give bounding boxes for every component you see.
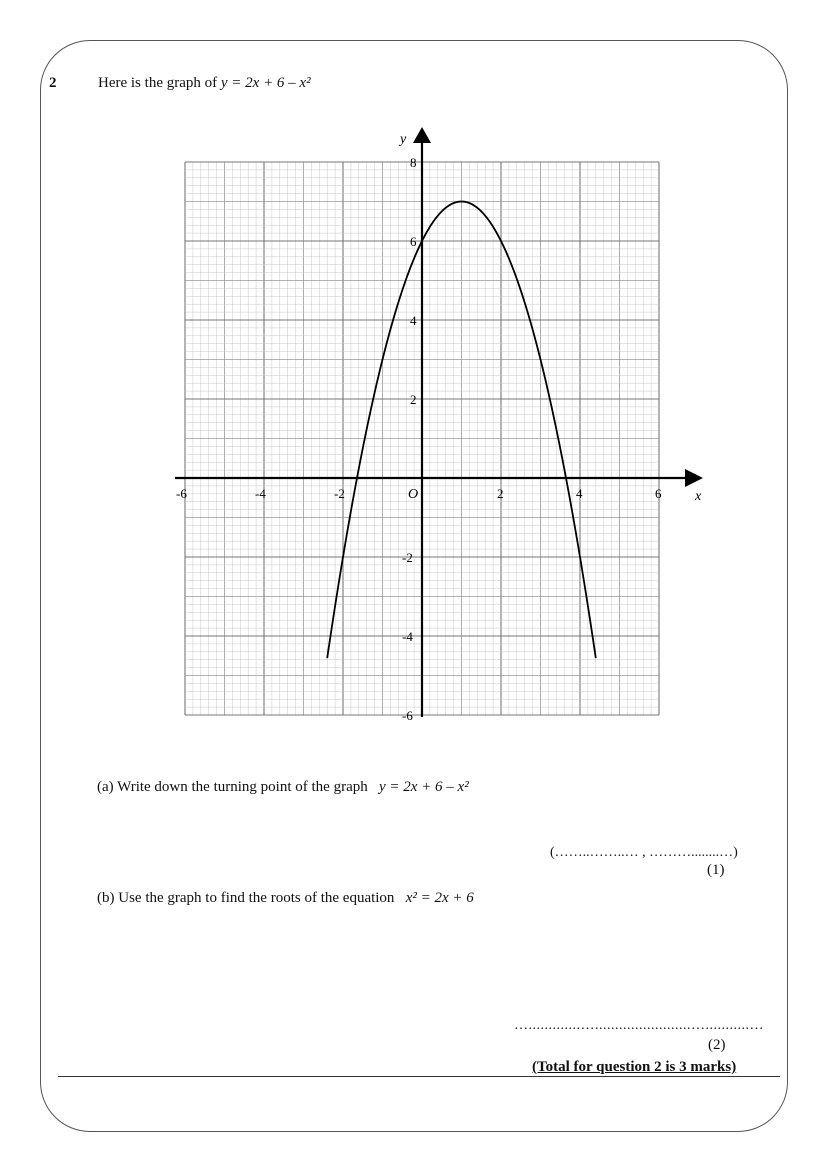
question-number: 2 [49, 75, 57, 91]
origin-label: O [408, 487, 419, 502]
part-b-equation: x² = 2x + 6 [405, 890, 474, 906]
total-marks: (Total for question 2 is 3 marks) [532, 1059, 737, 1075]
x-tick-label: -2 [334, 486, 345, 501]
y-tick-label: -4 [402, 629, 413, 644]
x-tick-label: -4 [255, 486, 266, 501]
tick-labels [176, 155, 662, 723]
part-a-marks: (1) [707, 862, 725, 878]
x-tick-label: 2 [497, 486, 504, 501]
y-tick-label: 4 [410, 313, 417, 328]
part-b-prompt: Use the graph to find the roots of the equation [118, 890, 395, 906]
intro-equation: y = 2x + 6 – x² [220, 75, 311, 91]
part-a-question [97, 779, 469, 796]
part-b-label: (b) [97, 890, 115, 906]
x-axis-arrow [685, 469, 703, 487]
x-tick-label: -6 [176, 486, 187, 501]
y-tick-label: 2 [410, 392, 417, 407]
part-b-question [97, 890, 474, 907]
part-a-prompt: Write down the turning point of the graph [117, 779, 368, 795]
y-axis-label: y [400, 132, 407, 147]
y-tick-label: 6 [410, 234, 417, 249]
part-a-label: (a) [97, 779, 114, 795]
part-b-marks: (2) [708, 1037, 726, 1053]
intro-text: Here is the graph of [98, 75, 218, 91]
bottom-rule [58, 1076, 780, 1077]
x-tick-label: 6 [655, 486, 662, 501]
part-a-equation: y = 2x + 6 – x² [378, 779, 469, 795]
y-tick-label: 8 [410, 155, 417, 170]
part-a-answer-line[interactable]: (……..……..… , ………........…) [550, 845, 738, 860]
y-tick-label: -2 [402, 550, 413, 565]
y-axis-arrow [413, 127, 431, 143]
part-b-answer-line[interactable]: ….............…........................…...........… [514, 1018, 764, 1033]
question-intro [98, 75, 311, 92]
x-axis-label: x [695, 489, 702, 504]
x-tick-label: 4 [576, 486, 583, 501]
graph [175, 125, 715, 725]
y-tick-label: -6 [402, 708, 413, 723]
